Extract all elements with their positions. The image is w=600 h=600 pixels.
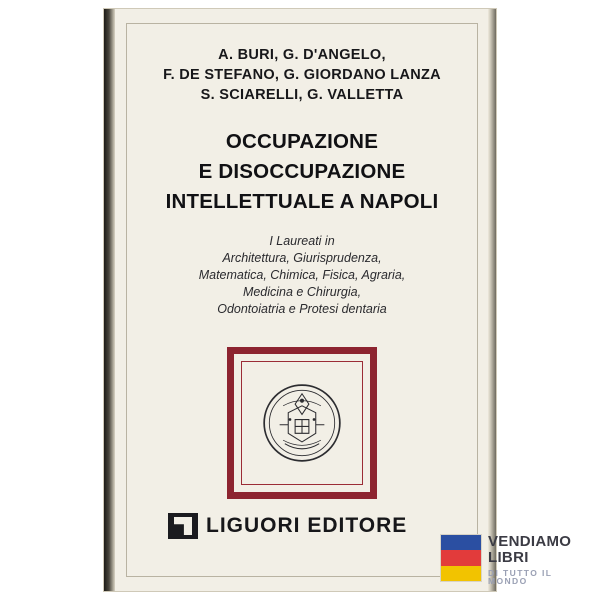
title-line: E DISOCCUPAZIONE bbox=[198, 160, 406, 183]
author-line: F. DE STEFANO, G. GIORDANO LANZA bbox=[163, 67, 441, 83]
title-line: OCCUPAZIONE bbox=[225, 130, 379, 153]
author-line: S. SCIARELLI, G. VALLETTA bbox=[200, 87, 404, 103]
university-seal-icon bbox=[259, 380, 345, 466]
subtitle-line: Odontoiatria e Protesi dentaria bbox=[217, 302, 387, 316]
watermark-line-1: VENDIAMO bbox=[488, 533, 572, 550]
page-edge-shadow bbox=[488, 9, 496, 591]
cover-content bbox=[134, 29, 470, 573]
subtitle-line: Medicina e Chirurgia, bbox=[242, 285, 362, 299]
publisher-block bbox=[168, 513, 407, 539]
book-subtitle bbox=[134, 233, 470, 318]
publisher-name: LIGUORI EDITORE bbox=[206, 514, 408, 537]
book-title bbox=[134, 127, 470, 217]
authors-block bbox=[134, 45, 470, 105]
subtitle-line: Architettura, Giurisprudenza, bbox=[222, 251, 382, 265]
watermark-badge bbox=[440, 532, 590, 594]
spine-shadow bbox=[104, 9, 115, 591]
title-line: INTELLETTUALE A NAPOLI bbox=[165, 190, 439, 213]
flag-icon bbox=[440, 534, 482, 582]
emblem-block bbox=[227, 347, 377, 499]
watermark-line-2: LIBRI bbox=[488, 548, 529, 566]
book-cover bbox=[103, 8, 497, 592]
author-line: A. BURI, G. D'ANGELO, bbox=[218, 47, 386, 63]
subtitle-line: I Laureati in bbox=[269, 234, 335, 248]
watermark-line-3: DI TUTTO IL MONDO bbox=[488, 567, 553, 587]
watermark-text bbox=[488, 532, 590, 586]
publisher-logo-icon bbox=[168, 513, 198, 539]
subtitle-line: Matematica, Chimica, Fisica, Agraria, bbox=[198, 268, 406, 282]
